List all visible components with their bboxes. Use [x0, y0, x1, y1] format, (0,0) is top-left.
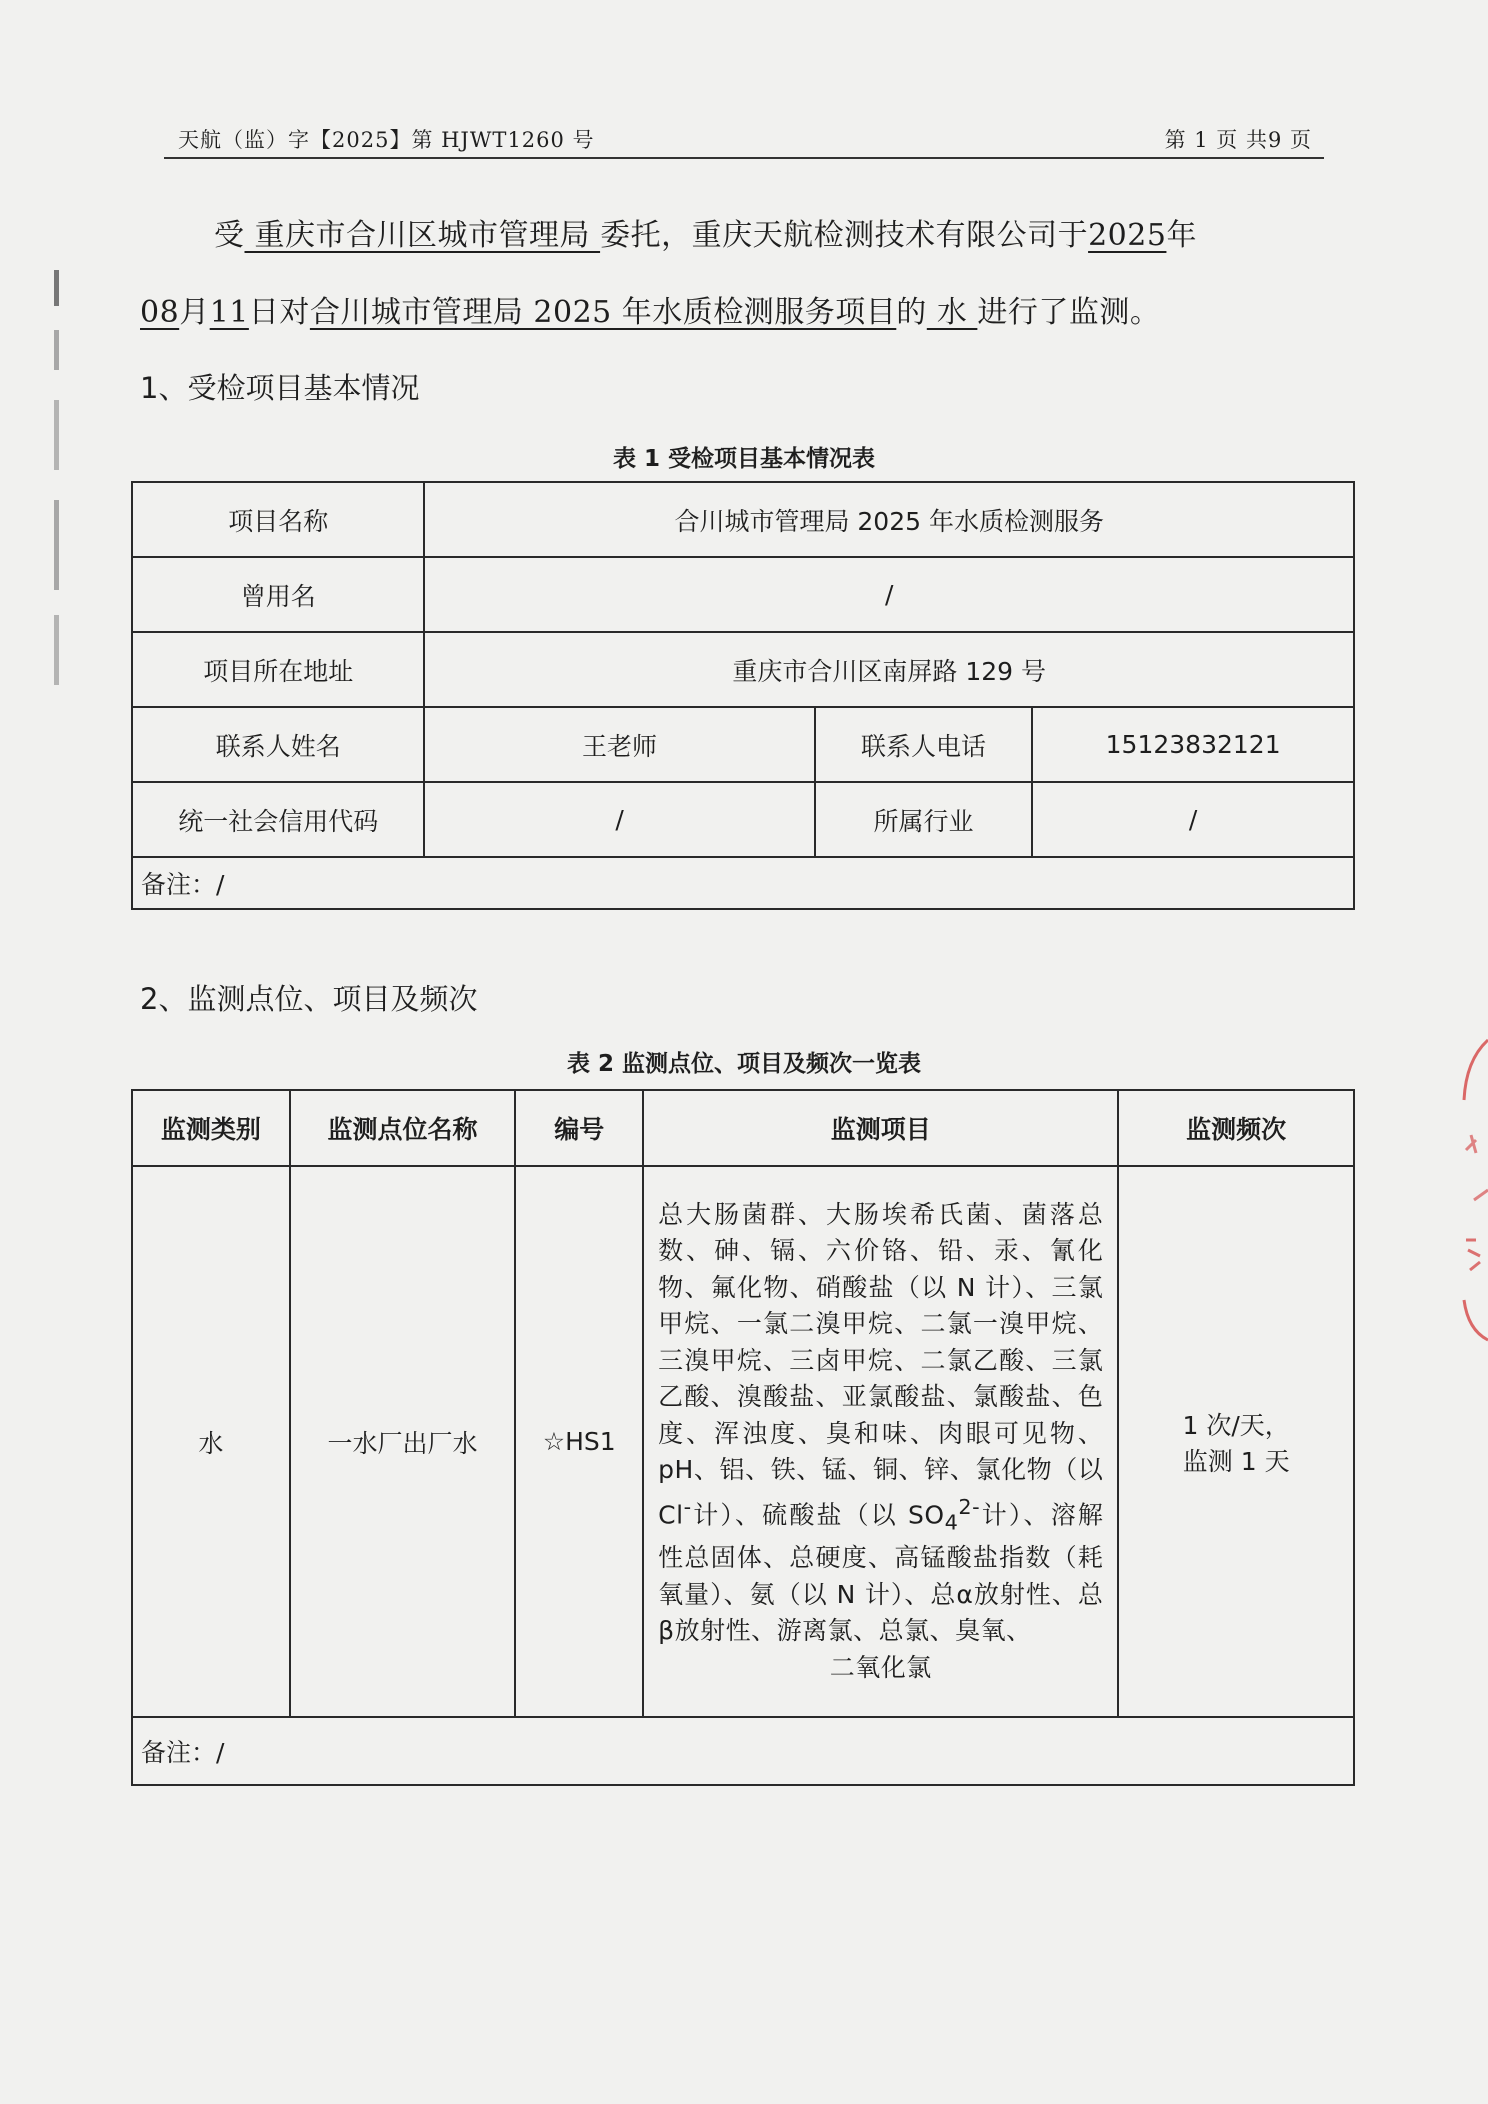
day: 11 [209, 295, 249, 330]
stamp-fragment [1446, 1030, 1488, 1350]
scan-speck [54, 270, 59, 306]
items-subscript: 4 [944, 1509, 959, 1534]
project-name-label: 项目名称 [132, 482, 424, 557]
scan-speck [54, 615, 59, 685]
address-label: 项目所在地址 [132, 632, 424, 707]
intro-line-1 [140, 210, 1424, 254]
intro-text: 月 [179, 295, 210, 330]
project-name-value: 合川城市管理局 2025 年水质检测服务 [424, 482, 1354, 557]
items-text: 计）、溶解性总固体、总硬度、高锰酸盐指数（耗氧量）、氨（以 N 计）、总α放射性、总β放射性、游离氯、总氯、臭氧、 [658, 1499, 1104, 1646]
items-superscript: - [683, 1494, 692, 1519]
category-cell: 水 [132, 1166, 290, 1717]
intro-text: 进行了监测。 [977, 295, 1161, 330]
section-2-title: 2、监测点位、项目及频次 [140, 982, 478, 1016]
table-row [132, 707, 1354, 782]
items-text: 计）、硫酸盐（以 SO [691, 1499, 945, 1529]
industry-label: 所属行业 [815, 782, 1033, 857]
intro-text: 日对 [248, 295, 310, 330]
month: 08 [140, 295, 180, 330]
report-number: 天航（监）字【2025】第 HJWT1260 号 [178, 128, 595, 152]
contact-phone-label: 联系人电话 [815, 707, 1033, 782]
table-1-caption: 表 1 受检项目基本情况表 [612, 446, 876, 472]
table-row [132, 632, 1354, 707]
frequency-line-2: 监测 1 天 [1182, 1446, 1290, 1476]
former-name-label: 曾用名 [132, 557, 424, 632]
contact-name-value: 王老师 [424, 707, 814, 782]
scan-speck [54, 400, 59, 470]
scan-speck [54, 500, 59, 590]
header-frequency: 监测频次 [1118, 1090, 1354, 1166]
header-point-name: 监测点位名称 [290, 1090, 516, 1166]
header-items: 监测项目 [643, 1090, 1118, 1166]
intro-text: 受 [214, 218, 245, 253]
table-row [132, 557, 1354, 632]
former-name-value: / [424, 557, 1354, 632]
point-name-cell: 一水厂出厂水 [290, 1166, 516, 1717]
items-text: 总大肠菌群、大肠埃希氏菌、菌落总数、砷、镉、六价铬、铅、汞、氰化物、氟化物、硝酸盐（以 N 计）、三氯甲烷、一氯二溴甲烷、二氯一溴甲烷、三溴甲烷、三卤甲烷、二氯乙酸、三氯乙酸、溴酸盐、亚氯酸盐、氯酸盐、色度、浑浊度、臭和味、肉眼可见物、pH、铝、铁、锰、铜、锌、氯化物（以 Cl [658, 1199, 1104, 1529]
page-info: 第 1 页 共9 页 [1164, 128, 1312, 152]
intro-text: 委托，重庆天航检测技术有限公司于 [600, 218, 1089, 253]
table-row [132, 482, 1354, 557]
scan-margin-marks [54, 270, 64, 690]
table-2-note: 备注：/ [132, 1717, 1354, 1785]
intro-text: 的 [896, 295, 927, 330]
monitoring-items-cell [643, 1166, 1118, 1717]
code-cell: ☆HS1 [515, 1166, 643, 1717]
intro-text: 年 [1166, 218, 1197, 253]
items-superscript: 2- [958, 1494, 981, 1519]
header-category: 监测类别 [132, 1090, 290, 1166]
address-value: 重庆市合川区南屏路 129 号 [424, 632, 1354, 707]
table-row [132, 857, 1354, 909]
items-text-last: 二氧化氯 [829, 1652, 932, 1682]
project-name: 合川城市管理局 2025 年水质检测服务项目 [309, 295, 897, 330]
medium: 水 [926, 295, 978, 330]
scan-speck [54, 330, 59, 370]
frequency-cell [1118, 1166, 1354, 1717]
monitoring-table [131, 1089, 1355, 1786]
table-header-row [132, 1090, 1354, 1166]
table-1-note: 备注：/ [132, 857, 1354, 909]
section-1-title: 1、受检项目基本情况 [140, 371, 420, 405]
contact-phone-value: 15123832121 [1032, 707, 1354, 782]
project-info-table [131, 481, 1355, 910]
intro-line-2 [140, 287, 1350, 331]
table-row [132, 1166, 1354, 1717]
industry-value: / [1032, 782, 1354, 857]
contact-name-label: 联系人姓名 [132, 707, 424, 782]
client-name: 重庆市合川区城市管理局 [244, 218, 601, 253]
credit-code-value: / [424, 782, 814, 857]
credit-code-label: 统一社会信用代码 [132, 782, 424, 857]
year: 2025 [1088, 218, 1167, 253]
table-row [132, 782, 1354, 857]
header-rule [164, 157, 1324, 159]
frequency-line-1: 1 次/天， [1182, 1410, 1290, 1440]
table-row [132, 1717, 1354, 1785]
table-2-caption: 表 2 监测点位、项目及频次一览表 [566, 1051, 922, 1077]
header-code: 编号 [515, 1090, 643, 1166]
